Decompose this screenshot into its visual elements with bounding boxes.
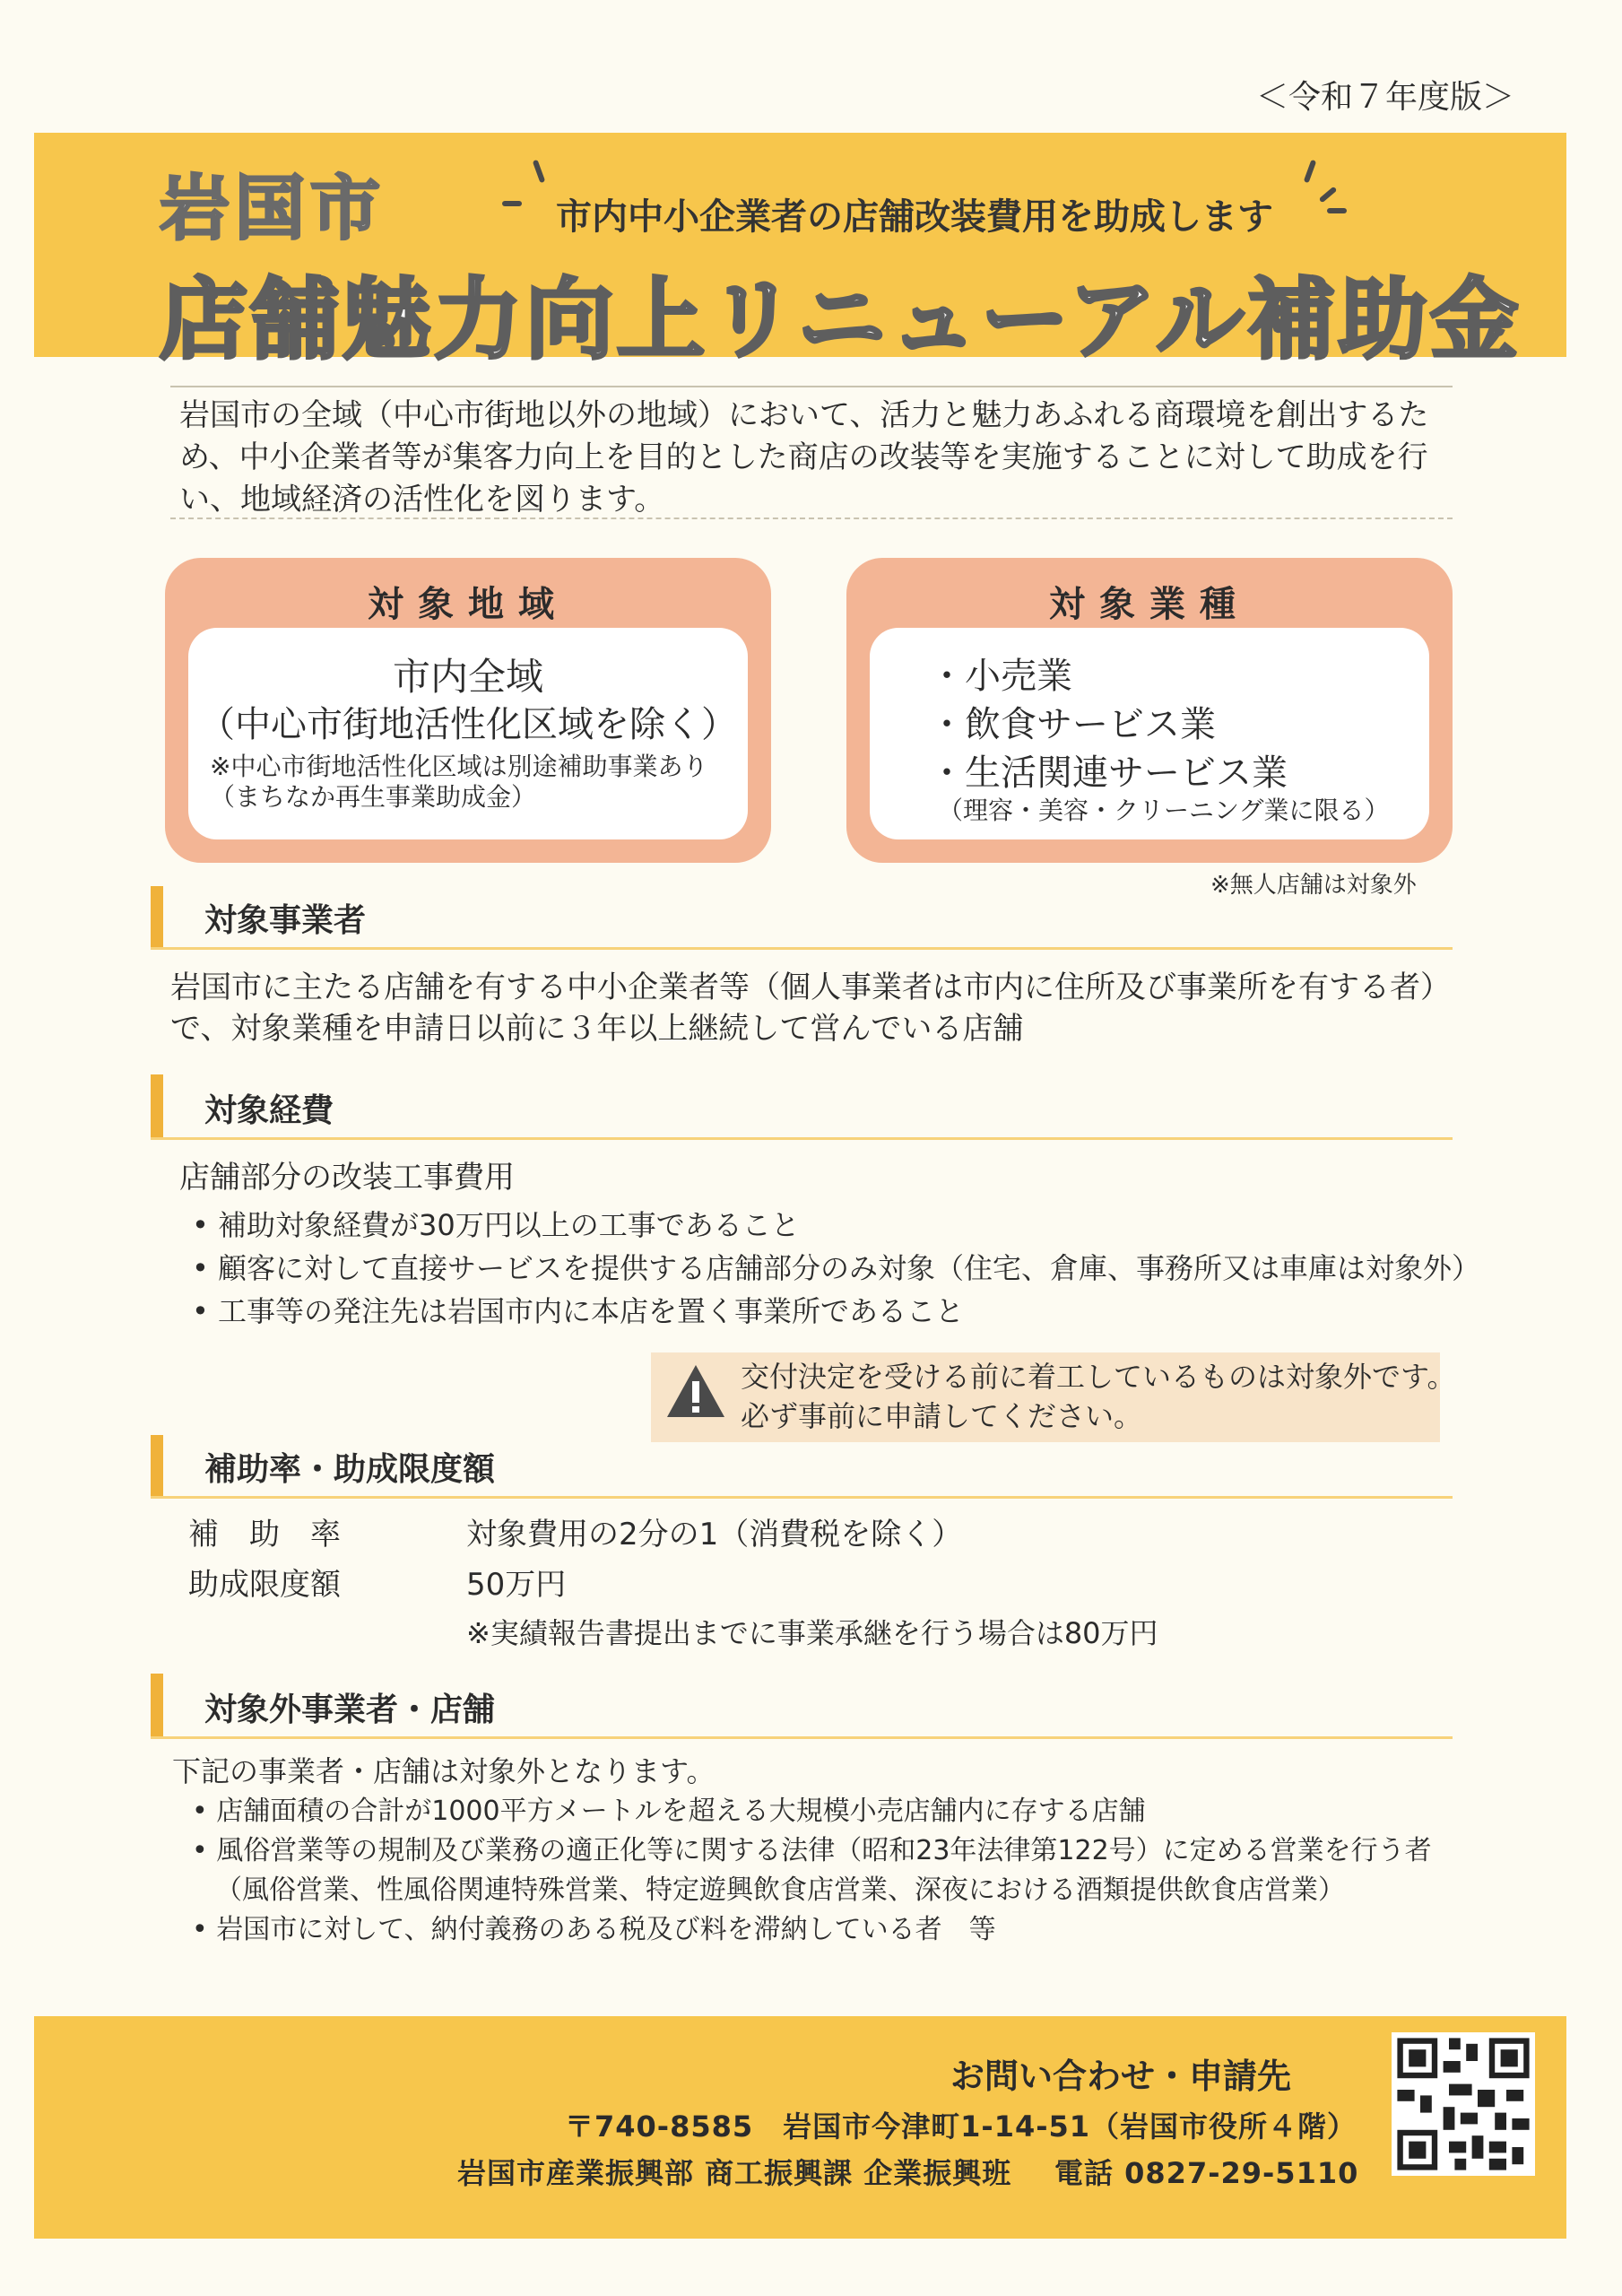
qr-code[interactable] (1392, 2032, 1535, 2176)
expense-lead: 店舗部分の改装工事費用 (179, 1160, 515, 1196)
excluded-bullet-text: 風俗営業等の規制及び業務の適正化等に関する法律（昭和23年法律第122号）に定める営業を行う者 (216, 1835, 1432, 1866)
warning-icon (665, 1363, 726, 1419)
industry-item: ・小売業 (929, 656, 1072, 697)
sparkle-icon (502, 201, 522, 206)
expense-bullet-text: 補助対象経費が30万円以上の工事であること (218, 1208, 800, 1242)
section-marker (151, 1435, 163, 1498)
contact-phone: 電話 0827-29-5110 (1054, 2156, 1359, 2190)
region-note-2: （まちなか再生事業助成金） (210, 782, 537, 812)
excluded-bullet-sub: （風俗営業、性風俗関連特殊営業、特定遊興飲食店営業、深夜における酒類提供飲食店営業） (215, 1874, 1345, 1906)
section-title-expense: 対象経費 (204, 1092, 334, 1129)
city-title: 岩国市 (160, 169, 386, 249)
section-title-rate: 補助率・助成限度額 (204, 1451, 496, 1488)
warning-line-2: 必ず事前に申請してください。 (741, 1399, 1143, 1433)
qr-code-icon (1392, 2032, 1535, 2176)
sparkle-icon (1327, 208, 1347, 213)
section-divider (151, 947, 1453, 950)
contact-address: 〒740-8585 岩国市今津町1-14-51（岩国市役所４階） (565, 2109, 1357, 2144)
region-main: 市内全域 (392, 655, 543, 699)
contact-title: お問い合わせ・申請先 (950, 2057, 1292, 2096)
industry-item: ・生活関連サービス業 (929, 752, 1288, 794)
region-note: ※中心市街地活性化区域は別途補助事業あり (210, 752, 708, 781)
subtitle: 市内中小企業者の店舗改装費用を助成します (556, 196, 1273, 238)
edition-label: ＜令和７年度版＞ (1255, 79, 1514, 116)
section-marker (151, 886, 163, 949)
excluded-lead: 下記の事業者・店舗は対象外となります。 (172, 1754, 716, 1788)
business-text: 岩国市に主たる店舗を有する中小企業者等（個人事業者は市内に住所及び事業所を有する者）で、対象業種を申請日以前に３年以上継続して営んでいる店舗 (170, 970, 1451, 1047)
region-sub: （中心市街地活性化区域を除く） (199, 704, 737, 745)
section-divider (151, 1736, 1453, 1739)
rate-value: 対象費用の2分の1（消費税を除く） (466, 1517, 963, 1552)
industry-item: ・飲食サービス業 (929, 704, 1216, 745)
industry-footnote: ※無人店舗は対象外 (1210, 872, 1417, 899)
excluded-bullet: • 風俗営業等の規制及び業務の適正化等に関する法律（昭和23年法律第122号）に定める営業を行う者 (192, 1835, 1432, 1866)
industry-note: （理容・美容・クリーニング業に限る） (938, 796, 1390, 825)
limit-label: 助成限度額 (188, 1567, 341, 1603)
limit-note: ※実績報告書提出までに事業承継を行う場合は80万円 (466, 1616, 1158, 1650)
warning-line-1: 交付決定を受ける前に着工しているものは対象外です。 (741, 1360, 1456, 1394)
excluded-bullet-text: 岩国市に対して、納付義務のある税及び料を滞納している者 等 (216, 1914, 996, 1945)
expense-bullet-text: 工事等の発注先は岩国市内に本店を置く事業所であること (218, 1294, 965, 1328)
limit-value: 50万円 (466, 1567, 567, 1603)
region-heading: 対象地域 (368, 584, 568, 625)
excluded-bullet: • 岩国市に対して、納付義務のある税及び料を滞納している者 等 (192, 1914, 996, 1945)
section-title-business: 対象事業者 (204, 902, 367, 939)
main-title: 店舗魅力向上リニューアル補助金 (160, 269, 1522, 371)
section-divider (151, 1137, 1453, 1140)
expense-bullet-text: 顧客に対して直接サービスを提供する店舗部分のみ対象（住宅、倉庫、事務所又は車庫は対象外） (218, 1251, 1481, 1285)
expense-bullet: • 工事等の発注先は岩国市内に本店を置く事業所であること (192, 1294, 965, 1328)
expense-bullet: • 補助対象経費が30万円以上の工事であること (192, 1208, 800, 1242)
section-marker (151, 1674, 163, 1736)
contact-department: 岩国市産業振興部 商工振興課 企業振興班 (457, 2156, 1012, 2190)
rate-label: 補 助 率 (188, 1517, 341, 1552)
section-divider (151, 1496, 1453, 1499)
excluded-bullet: • 店舗面積の合計が1000平方メートルを超える大規模小売店舗内に存する店舗 (192, 1796, 1146, 1827)
intro-text: 岩国市の全域（中心市街地以外の地域）において、活力と魅力あふれる商環境を創出するため、中小企業者等が集客力向上を目的とした商店の改装等を実施することに対して助成を行い、地域経済の活性化を図ります。 (179, 397, 1429, 517)
expense-bullet: • 顧客に対して直接サービスを提供する店舗部分のみ対象（住宅、倉庫、事務所又は車庫は対象外） (192, 1251, 1481, 1285)
excluded-bullet-text: 店舗面積の合計が1000平方メートルを超える大規模小売店舗内に存する店舗 (216, 1796, 1146, 1827)
section-marker (151, 1074, 163, 1137)
section-title-excluded: 対象外事業者・店舗 (204, 1692, 496, 1728)
industry-heading: 対象業種 (1049, 584, 1250, 625)
